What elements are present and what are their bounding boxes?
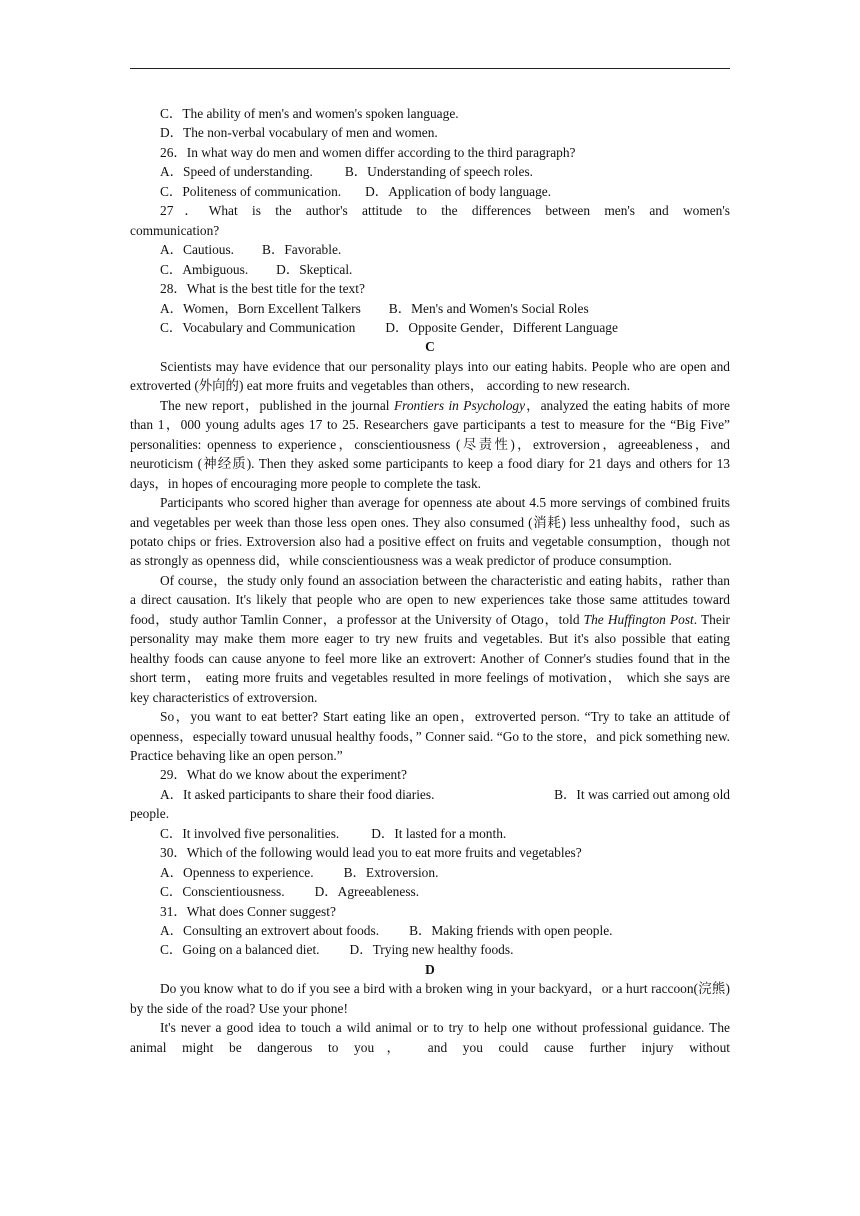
section-d-paragraph-2: It's never a good idea to touch a wild animal or to try to help one without professional guidance. The animal might be dangerous to you， and you could cause further injury without — [130, 1020, 730, 1055]
q27-option-b: B．Favorable. — [262, 242, 342, 258]
q26-options-ab — [130, 162, 730, 181]
q28-options-cd — [130, 318, 730, 337]
section-c-paragraph-5: So，you want to eat better? Start eating like an open，extroverted person. “Try to take an attitude of openness，especially toward unusual healthy foods，” Conner said. “Go to the store，and pick something new. Practice behaving like an open person.” — [130, 709, 730, 763]
q29-option-c: C．It involved five personalities. — [160, 825, 340, 841]
q26-option-c: C．Politeness of communication. — [160, 183, 342, 199]
q29-option-b-continued: people. — [130, 806, 170, 822]
q30-option-c: C．Conscientiousness. — [160, 884, 285, 900]
q25-option-c: C．The ability of men's and women's spoken language. — [160, 106, 459, 121]
newspaper-title: The Huffington Post — [583, 611, 694, 627]
q31-option-d: D．Trying new healthy foods. — [349, 942, 514, 958]
q30-stem: 30．Which of the following would lead you to eat more fruits and vegetables? — [160, 845, 582, 861]
q29-stem: 29．What do we know about the experiment? — [160, 767, 407, 783]
section-c-paragraph-2 — [130, 396, 730, 493]
q26-stem: 26．In what way do men and women differ according to the third paragraph? — [160, 144, 576, 160]
section-c-heading: C — [425, 339, 435, 355]
q29-option-d: D．It lasted for a month. — [371, 825, 507, 841]
q27-stem-line2: communication? — [130, 222, 220, 238]
section-c-paragraph-4 — [130, 571, 730, 707]
q30-options-ab — [130, 863, 730, 882]
section-d-heading: D — [425, 961, 435, 977]
q31-option-b: B．Making friends with open people. — [409, 923, 613, 939]
q30-option-a: A．Openness to experience. — [160, 864, 314, 880]
q28-option-b: B．Men's and Women's Social Roles — [388, 300, 589, 316]
q26-option-b: B．Understanding of speech roles. — [344, 164, 534, 180]
q29-option-b: B．It was carried out among old — [554, 786, 730, 802]
q25-option-d: D．The non-verbal vocabulary of men and women. — [160, 125, 438, 141]
q26-option-a: A．Speed of understanding. — [160, 164, 313, 180]
q30-options-cd — [130, 882, 730, 901]
q29-options-ab — [130, 785, 730, 804]
journal-title: Frontiers in Psychology — [393, 397, 526, 413]
paragraph-4-lead: Of course，the study only found an association between the characteristic and eating habits，rather than a direct causation. It's likely that people who are open to new experiences take those same attitudes toward food，study author Tamlin Conner，a professor at the University of Otago，told — [130, 572, 730, 627]
q28-option-a: A．Women，Born Excellent Talkers — [160, 300, 361, 316]
section-c-paragraph-1: Scientists may have evidence that our personality plays into our eating habits. People who are open and extroverted (外向的) eat more fruits and vegetables than others， according to new research. — [130, 358, 730, 394]
q29-options-cd — [130, 824, 730, 843]
q31-option-c: C．Going on a balanced diet. — [160, 942, 320, 958]
q27-options-cd — [130, 260, 730, 279]
q31-option-a: A．Consulting an extrovert about foods. — [160, 923, 380, 939]
q28-option-c: C．Vocabulary and Communication — [160, 319, 356, 335]
paragraph-2-lead: The new report，published in the journal — [160, 397, 394, 413]
q26-options-cd — [130, 182, 730, 201]
q31-options-ab — [130, 921, 730, 940]
q30-option-b: B．Extroversion. — [343, 864, 439, 880]
q27-option-a: A．Cautious. — [160, 242, 235, 258]
section-d-paragraph-1: Do you know what to do if you see a bird with a broken wing in your backyard，or a hurt raccoon(浣熊) by the side of the road? Use your phone! — [130, 981, 730, 1016]
q29-option-a: A．It asked participants to share their food diaries. — [160, 786, 435, 802]
header-rule — [130, 68, 730, 69]
q27-options-ab — [130, 240, 730, 259]
q30-option-d: D．Agreeableness. — [314, 884, 420, 900]
paragraph-2-body: ，analyzed the eating habits of more than 1，000 young adults ages 17 to 25. Researchers gave participants a test to measure for the “Big Five” personalities: openness to experience，conscientiousness (尽责性)，extroversion，agreeableness，and neuroticism (神经质). Then they asked some participants to keep a food diary for 21 days and others for 13 days，in hopes of encouraging more people to complete the task. — [130, 397, 730, 491]
q28-stem: 28．What is the best title for the text? — [160, 281, 365, 297]
q27-option-d: D．Skeptical. — [276, 261, 353, 277]
q31-stem: 31．What does Conner suggest? — [160, 903, 336, 919]
q31-options-cd — [130, 940, 730, 959]
q28-options-ab — [130, 299, 730, 318]
q26-option-d: D．Application of body language. — [365, 183, 552, 199]
q28-option-d: D．Opposite Gender，Different Language — [385, 319, 618, 335]
q27-stem-line1: 27．What is the author's attitude to the differences between men's and women's — [160, 203, 730, 219]
paragraph-4-body: . Their personality may make them more eager to try new fruits and vegetables. But it's also possible that eating healthy foods can cause anyone to feel more like an extrovert: Another of Conner's studies found that in the short term， eating more fruits and vegetables resulted in more feelings of motivation， which she says are key characteristics of extroversion. — [130, 611, 730, 705]
document-page — [130, 104, 730, 1057]
q27-option-c: C．Ambiguous. — [160, 261, 249, 277]
section-c-paragraph-3: Participants who scored higher than average for openness ate about 4.5 more servings of combined fruits and vegetables per week than those less open ones. They also consumed (消耗) less unhealthy food，such as potato chips or fries. Extroversion also had a positive effect on fruits and vegetable consumption，though not as strongly as openness did，while conscientiousness was a weak predictor of produce consumption. — [130, 495, 730, 569]
